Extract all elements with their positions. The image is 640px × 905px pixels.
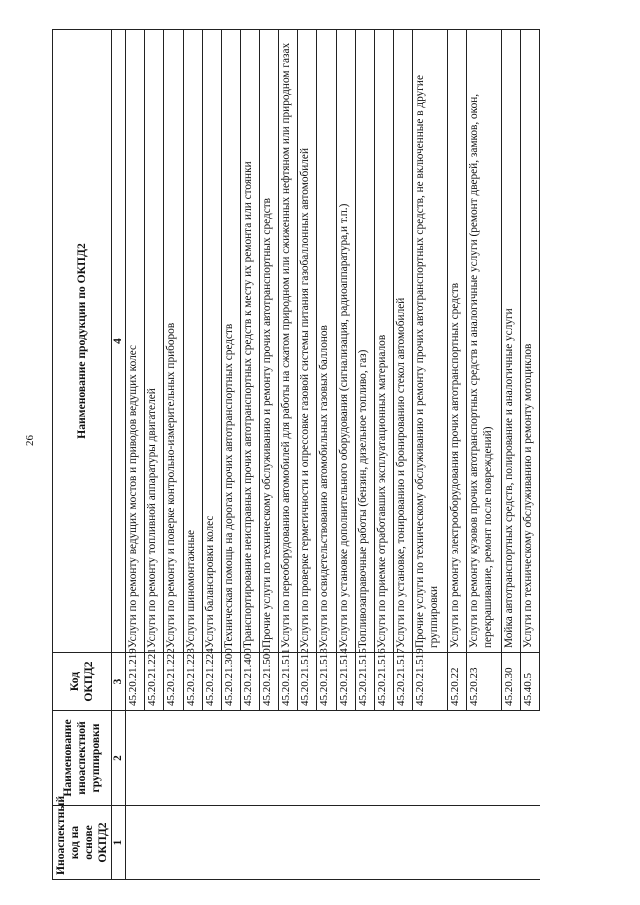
product-name-cell: Услуги по установке дополнительного оборудования (сигнализация, радиоаппаратура,и т.п.): [336, 30, 355, 653]
column-number: 4: [111, 30, 126, 653]
table-row: [279, 30, 298, 880]
product-name-cell: Услуги по переоборудованию автомобилей для работы на сжатом природном или сжиженных нефтяном или природном газах: [279, 30, 298, 653]
okpd2-code-cell: 45.20.21.514: [336, 653, 355, 711]
okpd2-code-cell: 45.20.21.511: [279, 653, 298, 711]
okpd2-code-cell: 45.40.5: [520, 653, 539, 711]
table-row: [240, 30, 259, 880]
product-name-cell: Услуги по освидетельствованию автомобильных газовых баллонов: [317, 30, 336, 653]
aspect-code-cell: [279, 806, 298, 880]
table-row: [520, 30, 539, 880]
aspect-code-cell: [145, 806, 164, 880]
okpd2-code-cell: 45.20.21.516: [374, 653, 393, 711]
table-row: [202, 30, 221, 880]
aspect-group-name-cell: [317, 711, 336, 806]
header-aspect-code: Иноаспектный код на основе ОКПД2: [53, 806, 112, 880]
product-name-cell: Услуги по ремонту ведущих мостов и приводов ведущих колес: [126, 30, 145, 653]
product-name-cell: Услуги по техническому обслуживанию и ремонту мотоциклов: [520, 30, 539, 653]
classification-table-container: [52, 30, 540, 880]
product-name-cell: Услуги балансировки колес: [202, 30, 221, 653]
aspect-group-name-cell: [260, 711, 279, 806]
product-name-cell: Услуги по установке, тонированию и бронированию стекол автомобилей: [393, 30, 412, 653]
product-name-cell: Техническая помощь на дорогах прочих автотранспортных средств: [221, 30, 240, 653]
aspect-group-name-cell: [145, 711, 164, 806]
page-number: 26: [24, 435, 36, 446]
okpd2-code-cell: 45.20.21.300: [221, 653, 240, 711]
okpd2-code-cell: 45.20.21.512: [298, 653, 317, 711]
aspect-group-name-cell: [355, 711, 374, 806]
table-row: [466, 30, 501, 880]
classification-table: [52, 29, 540, 880]
column-number: 2: [111, 711, 126, 806]
okpd2-code-cell: 45.20.23: [466, 653, 501, 711]
header-row: [53, 30, 112, 880]
product-name-cell: Услуги по ремонту кузовов прочих автотранспортных средств и аналогичные услуги (ремонт дверей, замков, окон, перекрашивание, ремонт после повреждений): [466, 30, 501, 653]
product-name-cell: Услуги по проверке герметичности и опрессовке газовой системы питания газобаллонных автомобилей: [298, 30, 317, 653]
aspect-code-cell: [447, 806, 466, 880]
table-row: [183, 30, 202, 880]
aspect-group-name-cell: [279, 711, 298, 806]
aspect-group-name-cell: [374, 711, 393, 806]
aspect-code-cell: [317, 806, 336, 880]
table-row: [260, 30, 279, 880]
aspect-code-cell: [240, 806, 259, 880]
okpd2-code-cell: 45.20.21.500: [260, 653, 279, 711]
product-name-cell: Услуги по ремонту электрооборудования прочих автотранспортных средств: [447, 30, 466, 653]
okpd2-code-cell: 45.20.21.517: [393, 653, 412, 711]
aspect-group-name-cell: [298, 711, 317, 806]
aspect-group-name-cell: [393, 711, 412, 806]
table-header: [53, 30, 112, 880]
okpd2-code-cell: 45.20.21.224: [202, 653, 221, 711]
table-row: [336, 30, 355, 880]
aspect-group-name-cell: [336, 711, 355, 806]
product-name-cell: Транспортирование неисправных прочих автотранспортных средств к месту их ремонта или стоянки: [240, 30, 259, 653]
okpd2-code-cell: 45.20.22: [447, 653, 466, 711]
aspect-group-name-cell: [240, 711, 259, 806]
okpd2-code-cell: 45.20.21.221: [145, 653, 164, 711]
table-row: [317, 30, 336, 880]
table-body: [111, 30, 539, 880]
product-name-cell: Услуги шиномонтажные: [183, 30, 202, 653]
okpd2-code-cell: 45.20.21.519: [413, 653, 448, 711]
column-number: 1: [111, 806, 126, 880]
header-okpd2-code: Код ОКПД2: [53, 653, 112, 711]
product-name-cell: Мойка автотранспортных средств, полирование и аналогичные услуги: [501, 30, 520, 653]
aspect-group-name-cell: [202, 711, 221, 806]
okpd2-code-cell: 45.20.21.400: [240, 653, 259, 711]
table-row: [447, 30, 466, 880]
column-number: 3: [111, 653, 126, 711]
aspect-code-cell: [202, 806, 221, 880]
okpd2-code-cell: 45.20.21.219: [126, 653, 145, 711]
aspect-code-cell: [298, 806, 317, 880]
okpd2-code-cell: 45.20.21.222: [164, 653, 183, 711]
okpd2-code-cell: 45.20.21.223: [183, 653, 202, 711]
header-product-name: Наименование продукции по ОКПД2: [53, 30, 112, 653]
aspect-code-cell: [183, 806, 202, 880]
aspect-code-cell: [501, 806, 520, 880]
aspect-code-cell: [413, 806, 448, 880]
table-row: [221, 30, 240, 880]
aspect-group-name-cell: [466, 711, 501, 806]
aspect-group-name-cell: [520, 711, 539, 806]
product-name-cell: Услуги по ремонту и поверке контрольно-измерительных приборов: [164, 30, 183, 653]
aspect-code-cell: [355, 806, 374, 880]
aspect-group-name-cell: [221, 711, 240, 806]
product-name-cell: Топливозаправочные работы (бензин, дизельное топливо, газ): [355, 30, 374, 653]
aspect-group-name-cell: [164, 711, 183, 806]
column-number-row: [111, 30, 126, 880]
aspect-group-name-cell: [183, 711, 202, 806]
table-row: [164, 30, 183, 880]
product-name-cell: Услуги по приемке отработавших эксплуатационных материалов: [374, 30, 393, 653]
table-row: [126, 30, 145, 880]
aspect-group-name-cell: [126, 711, 145, 806]
table-row: [145, 30, 164, 880]
aspect-code-cell: [221, 806, 240, 880]
aspect-group-name-cell: [501, 711, 520, 806]
aspect-code-cell: [374, 806, 393, 880]
aspect-group-name-cell: [413, 711, 448, 806]
table-row: [393, 30, 412, 880]
table-row: [355, 30, 374, 880]
okpd2-code-cell: 45.20.30: [501, 653, 520, 711]
table-row: [374, 30, 393, 880]
aspect-code-cell: [126, 806, 145, 880]
table-row: [298, 30, 317, 880]
aspect-code-cell: [164, 806, 183, 880]
table-row: [501, 30, 520, 880]
header-aspect-group-name: Наименование иноаспектной группировки: [53, 711, 112, 806]
aspect-code-cell: [520, 806, 539, 880]
aspect-group-name-cell: [447, 711, 466, 806]
product-name-cell: Прочие услуги по техническому обслуживанию и ремонту прочих автотранспортных средств: [260, 30, 279, 653]
table-row: [413, 30, 448, 880]
aspect-code-cell: [260, 806, 279, 880]
okpd2-code-cell: 45.20.21.515: [355, 653, 374, 711]
aspect-code-cell: [466, 806, 501, 880]
aspect-code-cell: [336, 806, 355, 880]
product-name-cell: Прочие услуги по техническому обслуживанию и ремонту прочих автотранспортных средств, не включенные в другие группировки: [413, 30, 448, 653]
product-name-cell: Услуги по ремонту топливной аппаратуры двигателей: [145, 30, 164, 653]
aspect-code-cell: [393, 806, 412, 880]
okpd2-code-cell: 45.20.21.513: [317, 653, 336, 711]
